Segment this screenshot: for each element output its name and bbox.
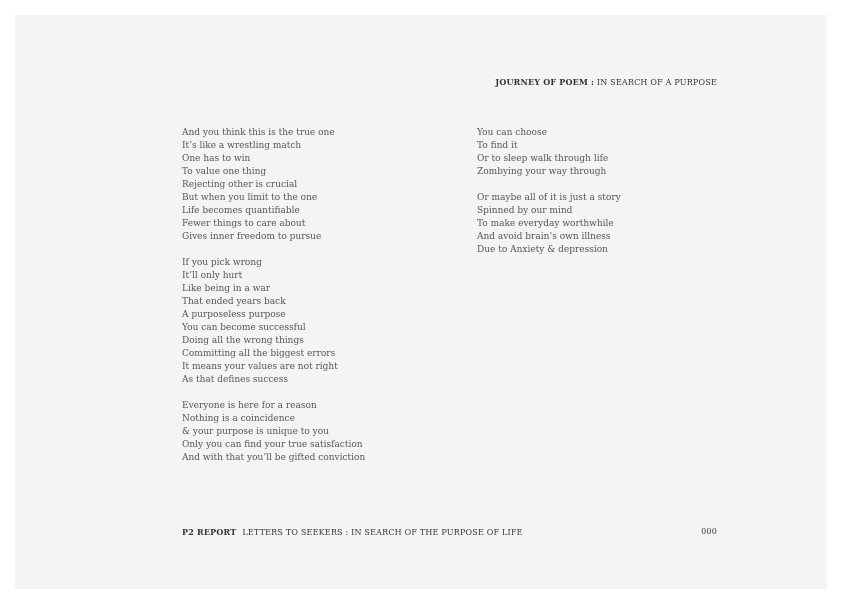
poem-line: As that defines success <box>182 375 288 385</box>
poem-line: Everyone is here for a reason <box>182 401 317 411</box>
poem-line: But when you limit to the one <box>182 193 318 203</box>
poem-line: It’ll only hurt <box>182 271 243 281</box>
poem-line: If you pick wrong <box>182 258 262 268</box>
poem-line: Life becomes quantifiable <box>182 206 300 216</box>
poem-line: That ended years back <box>182 297 286 307</box>
poem-line: You can become successful <box>182 323 306 333</box>
header-title-rest: IN SEARCH OF A PURPOSE <box>594 78 717 87</box>
poem-line: Rejecting other is crucial <box>182 180 298 190</box>
page-number: 000 <box>701 527 717 536</box>
poem-line: Due to Anxiety & depression <box>477 245 608 255</box>
poem-line: And you think this is the true one <box>182 128 335 138</box>
poem-left-column <box>182 127 452 478</box>
poem-line: Zombying your way through <box>477 167 607 177</box>
poem-line: Spinned by our mind <box>477 206 573 216</box>
footer-report-label: P2 REPORT <box>182 527 237 537</box>
poem-line: Doing all the wrong things <box>182 336 304 346</box>
page-footer <box>182 527 523 537</box>
poem-line: To value one thing <box>182 167 267 177</box>
poem-stanza <box>182 127 452 244</box>
poem-line: Only you can find your true satisfaction <box>182 440 363 450</box>
poem-right-column <box>477 127 747 270</box>
poem-line: Fewer things to care about <box>182 219 306 229</box>
poem-line: Committing all the biggest errors <box>182 349 336 359</box>
poem-line: To make everyday worthwhile <box>477 219 614 229</box>
poem-line: Or maybe all of it is just a story <box>477 193 621 203</box>
poem-line: & your purpose is unique to you <box>182 427 329 437</box>
poem-line: It’s like a wrestling match <box>182 141 302 151</box>
page-header <box>495 77 717 87</box>
poem-line: To find it <box>477 141 518 151</box>
poem-stanza <box>477 192 747 257</box>
header-title-bold: JOURNEY OF POEM : <box>495 77 595 87</box>
poem-line: It means your values are not right <box>182 362 338 372</box>
poem-line: Gives inner freedom to pursue <box>182 232 322 242</box>
poem-line: You can choose <box>477 128 547 138</box>
document-page <box>15 15 827 589</box>
poem-stanza <box>477 127 747 179</box>
footer-subtitle: LETTERS TO SEEKERS : IN SEARCH OF THE PURPOSE OF LIFE <box>242 528 523 537</box>
poem-stanza <box>182 400 452 465</box>
poem-stanza <box>182 257 452 387</box>
poem-line: Nothing is a coincidence <box>182 414 295 424</box>
poem-line: And with that you’ll be gifted conviction <box>182 453 366 463</box>
poem-line: One has to win <box>182 154 251 164</box>
poem-line: A purposeless purpose <box>182 310 286 320</box>
poem-line: And avoid brain’s own illness <box>477 232 611 242</box>
poem-line: Like being in a war <box>182 284 271 294</box>
poem-line: Or to sleep walk through life <box>477 154 609 164</box>
